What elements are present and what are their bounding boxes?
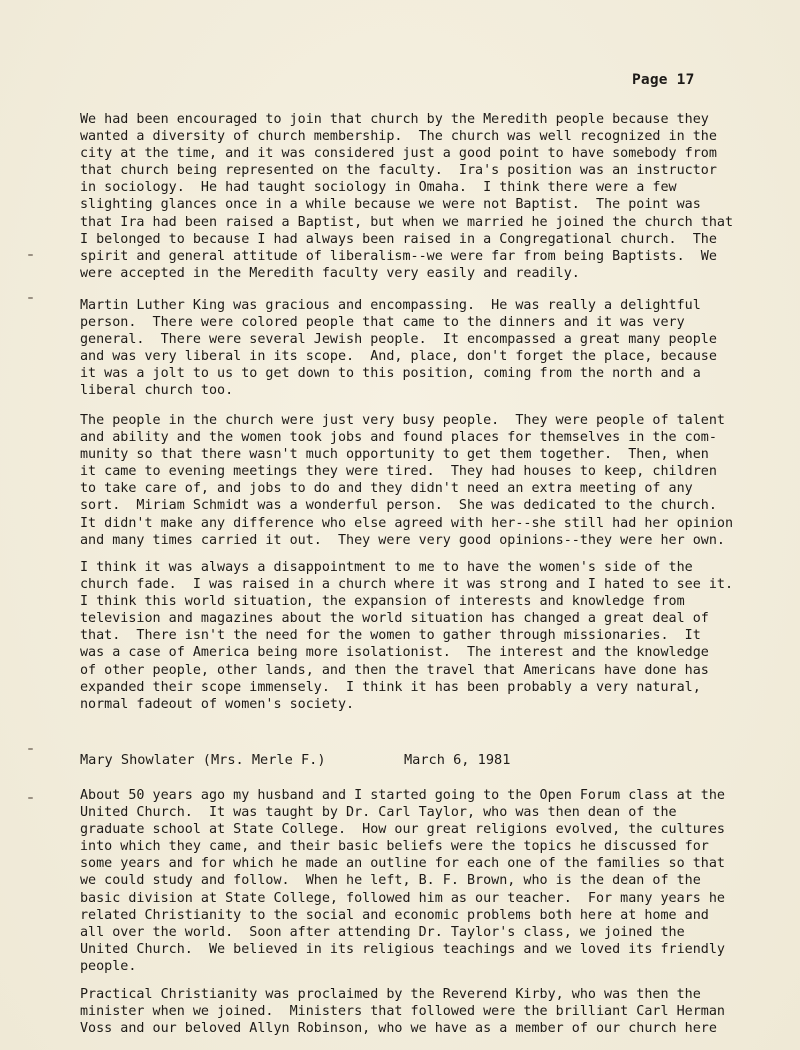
- paragraph-martin-luther-king: Martin Luther King was gracious and encompassing. He was really a delightful person. There were colored people that came to the dinners and it was very general. There were several Jewish people. It encompassed a great many people and was very liberal in its scope. And, place, don't forget the place, because it was a jolt to us to get down to this position, coming from the north and a liberal church too.: [80, 298, 717, 399]
- margin-mark: [28, 797, 33, 799]
- paragraph-practical-christianity: Practical Christianity was proclaimed by the Reverend Kirby, who was then the minister when we joined. Ministers that followed were the brilliant Carl Herman Voss and our beloved Allyn Robinson, who we have as a member of our church here: [80, 987, 725, 1037]
- margin-mark: [28, 254, 33, 256]
- interviewee-name: Mary Showlater (Mrs. Merle F.): [80, 752, 326, 768]
- paragraph-open-forum-class: About 50 years ago my husband and I started going to the Open Forum class at the United Church. It was taught by Dr. Carl Taylor, who was then dean of the graduate school at State College. How our great religions evolved, the cultures into which they came, and their basic beliefs were the topics he discussed for some years and for which he made an outline for each one of the families so that we could study and follow. When he left, B. F. Brown, who is the dean of the basic division at State College, followed him as our teacher. For many years he related Christianity to the social and economic problems both here at home and all over the world. Soon after attending Dr. Taylor's class, we joined the United Church. We believed in its religious teachings and we loved its friendly people.: [80, 788, 725, 974]
- paragraph-busy-people: The people in the church were just very busy people. They were people of talent and ability and the women took jobs and found places for themselves in the com- munity so that there wasn't much opportunity to get them together. Then, when it came to evening meetings they were tired. They had houses to keep, children to take care of, and jobs to do and they didn't need an extra meeting of any sort. Miriam Schmidt was a wonderful person. She was dedicated to the church. It didn't make any difference who else agreed with her--she still had her opinion and many times carried it out. They were very good opinions--they were her own.: [80, 413, 734, 548]
- paragraph-church-membership: We had been encouraged to join that church by the Meredith people because they wanted a diversity of church membership. The church was well recognized in the city at the time, and it was considered just a good point to have somebody from that church being represented on the faculty. Ira's position was an instructor in sociology. He had taught sociology in Omaha. I think there were a few slighting glances once in a while because we were not Baptist. The point was that Ira had been raised a Baptist, but when we married he joined the church that I belonged to because I had always been raised in a Congregational church. The spirit and general attitude of liberalism--we were far from being Baptists. We were accepted in the Meredith faculty very easily and readily.: [80, 112, 734, 281]
- page-number: Page 17: [632, 72, 695, 88]
- margin-mark: [28, 748, 33, 750]
- paragraph-womens-side: I think it was always a disappointment to me to have the women's side of the church fade. I was raised in a church where it was strong and I hated to see it. I think this world situation, the expansion of interests and knowledge from television and magazines about the world situation has changed a great deal of that. There isn't the need for the women to gather through missionaries. It was a case of America being more isolationist. The interest and the knowledge of other people, other lands, and then the travel that Americans have done has expanded their scope immensely. I think it has been probably a very natural, normal fadeout of women's society.: [80, 560, 734, 712]
- interview-date: March 6, 1981: [404, 752, 511, 768]
- margin-mark: [28, 297, 33, 299]
